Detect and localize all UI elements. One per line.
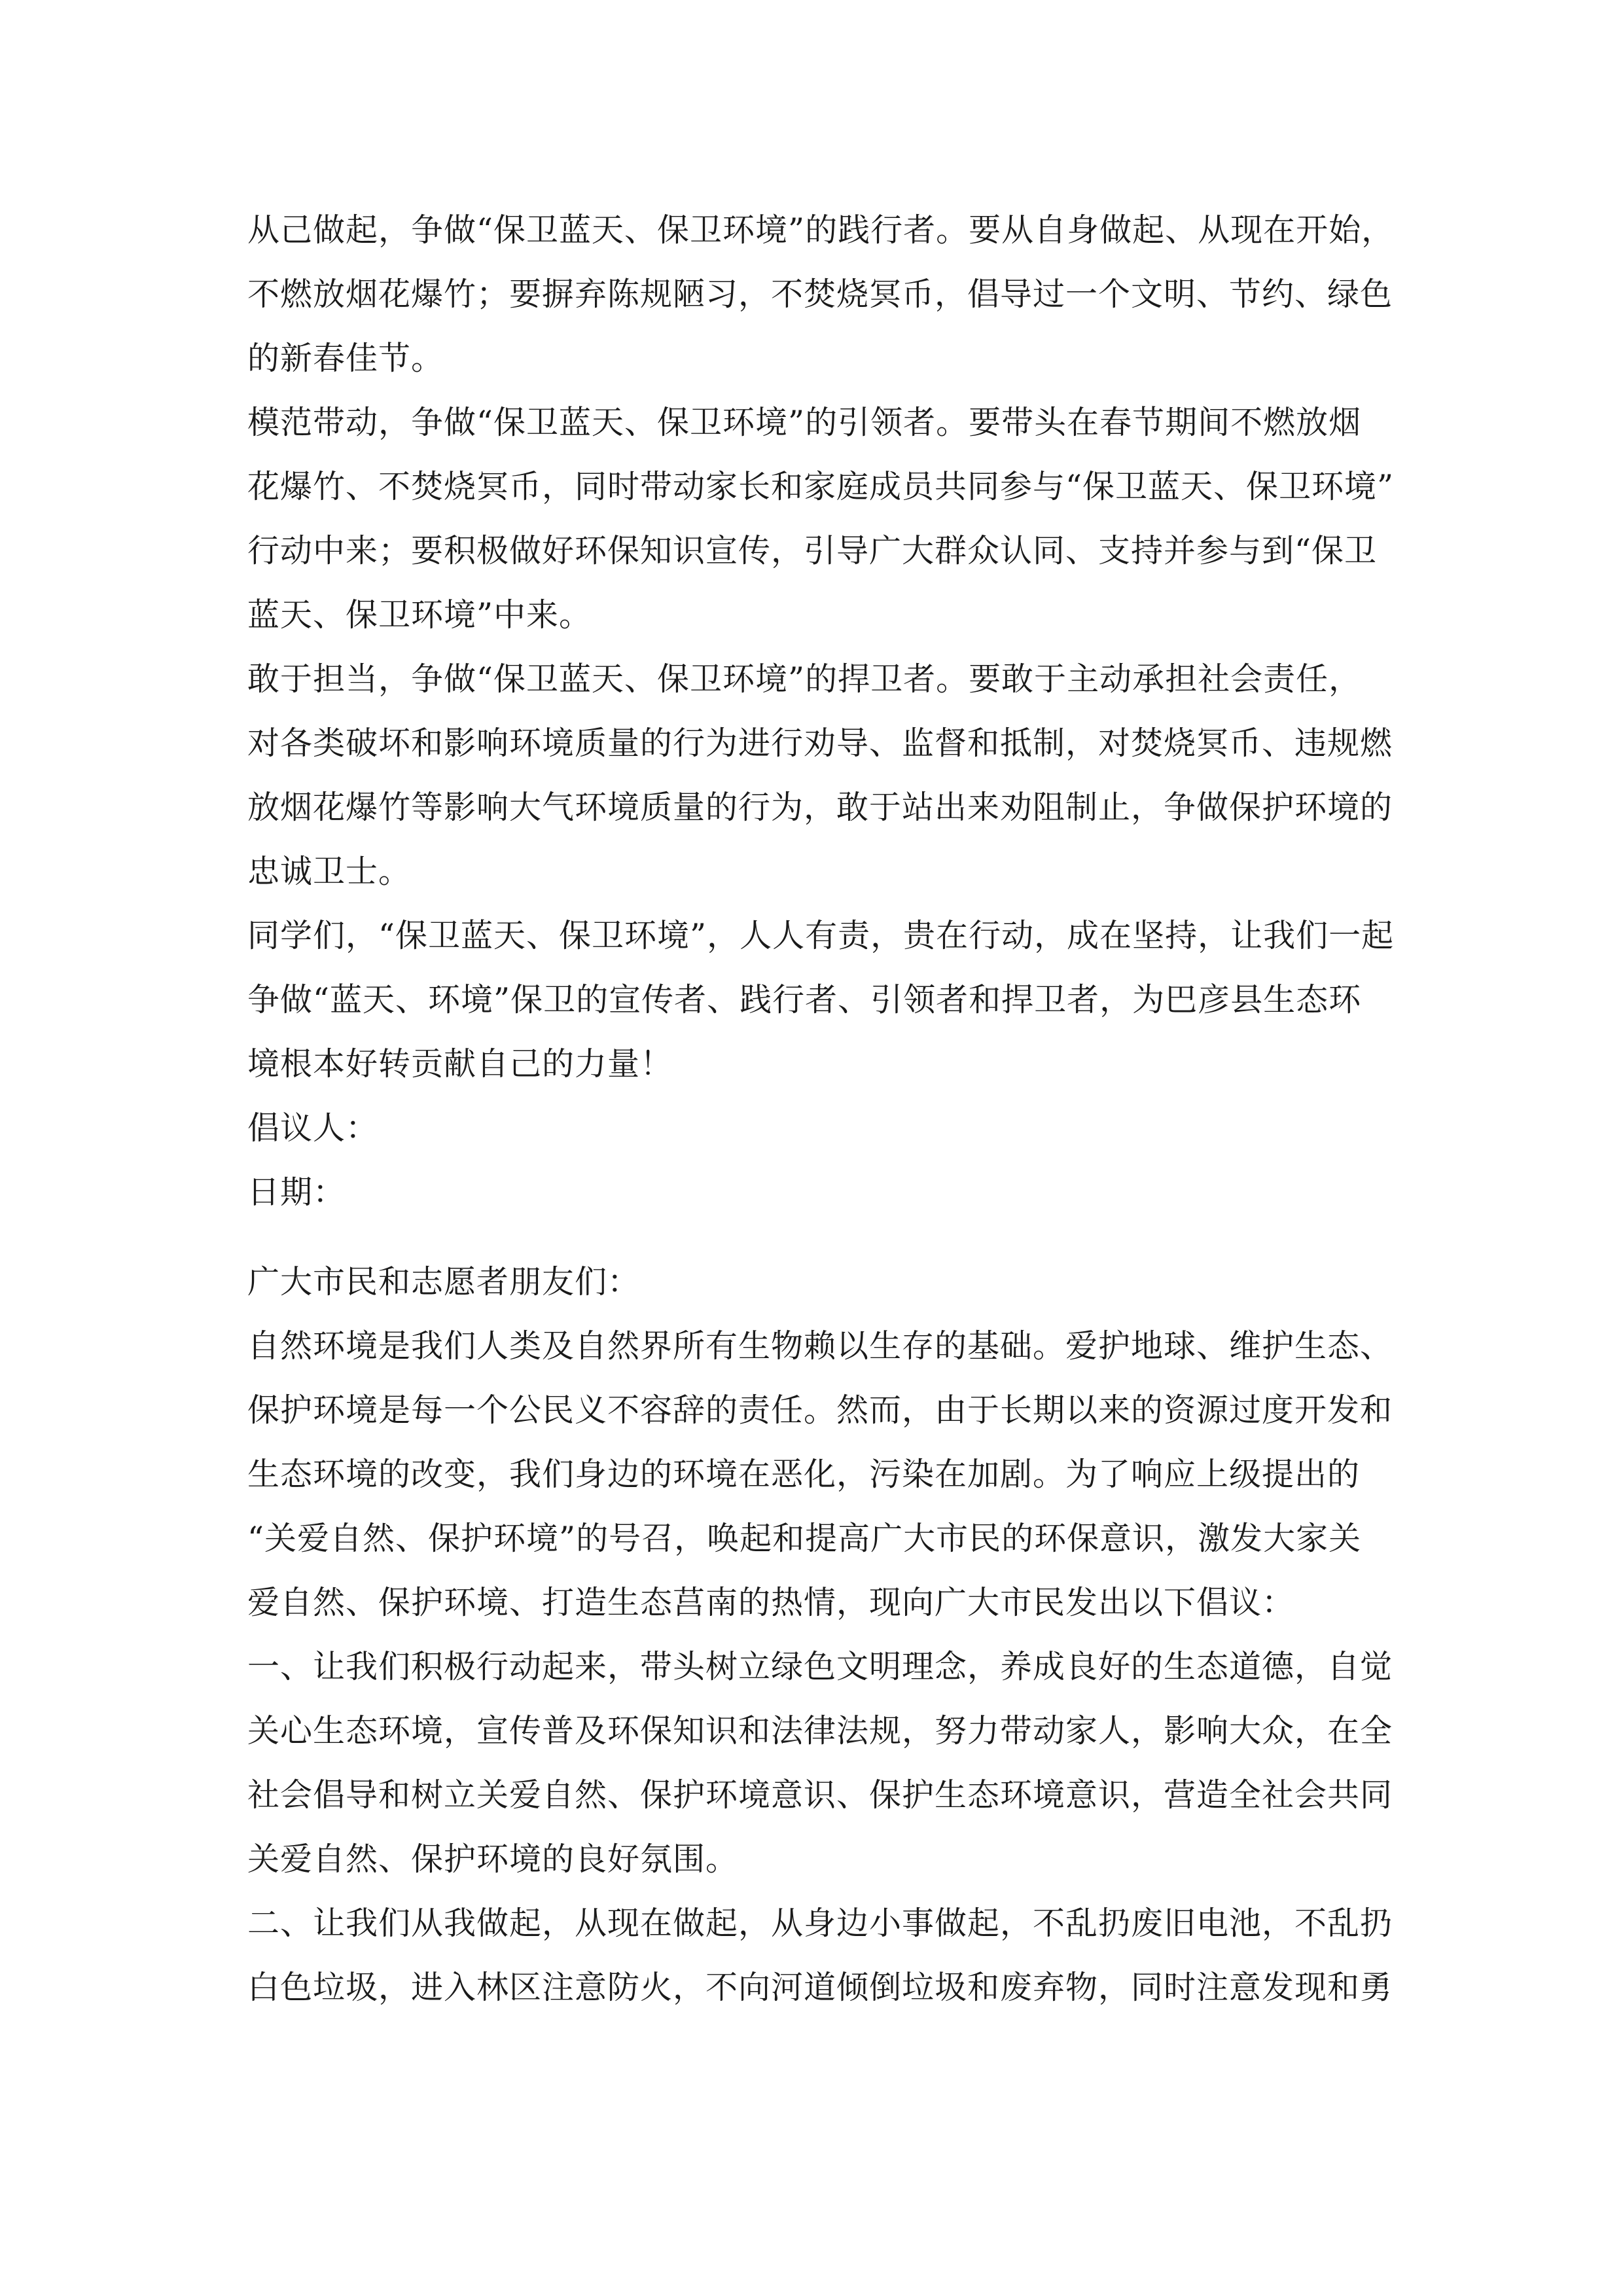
text-line: 二、让我们从我做起，从现在做起，从身边小事做起，不乱扔废旧电池，不乱扔: [247, 1905, 1393, 1942]
salutation: 广大市民和志愿者朋友们：: [247, 1263, 641, 1300]
text-line: 白色垃圾，进入林区注意防火，不向河道倾倒垃圾和废弃物，同时注意发现和勇: [247, 1969, 1393, 2006]
text-line: 保护环境是每一个公民义不容辞的责任。然而，由于长期以来的资源过度开发和: [247, 1391, 1393, 1429]
text-line: 蓝天、保卫环境”中来。: [247, 596, 592, 634]
text-line: 争做“蓝天、环境”保卫的宣传者、践行者、引领者和捍卫者，为巴彦县生态环: [247, 981, 1362, 1018]
text-block-part1: [247, 198, 1425, 1225]
date-label: 日期：: [247, 1174, 346, 1211]
text-line: 敢于担当，争做“保卫蓝天、保卫环境”的捍卫者。要敢于主动承担社会责任，: [247, 660, 1362, 698]
initiator-label: 倡议人：: [247, 1109, 379, 1147]
text-line: “关爱自然、保护环境”的号召，唤起和提高广大市民的环保意识，激发大家关: [247, 1520, 1362, 1557]
text-line: 对各类破坏和影响环境质量的行为进行劝导、监督和抵制，对焚烧冥币、违规燃: [247, 725, 1393, 762]
text-line: 一、让我们积极行动起来，带头树立绿色文明理念，养成良好的生态道德，自觉: [247, 1648, 1393, 1685]
text-line: 放烟花爆竹等影响大气环境质量的行为，敢于站出来劝阻制止，争做保护环境的: [247, 789, 1393, 826]
text-block-part2: [247, 1250, 1425, 2020]
text-line: 行动中来；要积极做好环保知识宣传，引导广大群众认同、支持并参与到“保卫: [247, 532, 1378, 569]
text-line: 从己做起，争做“保卫蓝天、保卫环境”的践行者。要从自身做起、从现在开始，: [247, 211, 1395, 249]
text-line: 社会倡导和树立关爱自然、保护环境意识、保护生态环境意识，营造全社会共同: [247, 1776, 1393, 1814]
text-line: 爱自然、保护环境、打造生态莒南的热情，现向广大市民发出以下倡议：: [247, 1584, 1295, 1621]
text-line: 生态环境的改变，我们身边的环境在恶化，污染在加剧。为了响应上级提出的: [247, 1456, 1361, 1493]
text-line: 的新春佳节。: [247, 340, 444, 377]
text-line: 自然环境是我们人类及自然界所有生物赖以生存的基础。爱护地球、维护生态、: [247, 1327, 1393, 1365]
text-line: 关心生态环境，宣传普及环保知识和法律法规，努力带动家人，影响大众，在全: [247, 1712, 1393, 1749]
text-line: 花爆竹、不焚烧冥币，同时带动家长和家庭成员共同参与“保卫蓝天、保卫环境”: [247, 468, 1395, 505]
text-line: 忠诚卫士。: [247, 853, 412, 890]
text-line: 境根本好转贡献自己的力量！: [247, 1045, 673, 1083]
text-line: 模范带动，争做“保卫蓝天、保卫环境”的引领者。要带头在春节期间不燃放烟: [247, 404, 1362, 441]
text-line: 关爱自然、保护环境的良好氛围。: [247, 1840, 739, 1878]
text-line: 不燃放烟花爆竹；要摒弃陈规陋习，不焚烧冥币，倡导过一个文明、节约、绿色: [247, 276, 1393, 313]
text-line: 同学们，“保卫蓝天、保卫环境”，人人有责，贵在行动，成在坚持，让我们一起: [247, 917, 1395, 954]
